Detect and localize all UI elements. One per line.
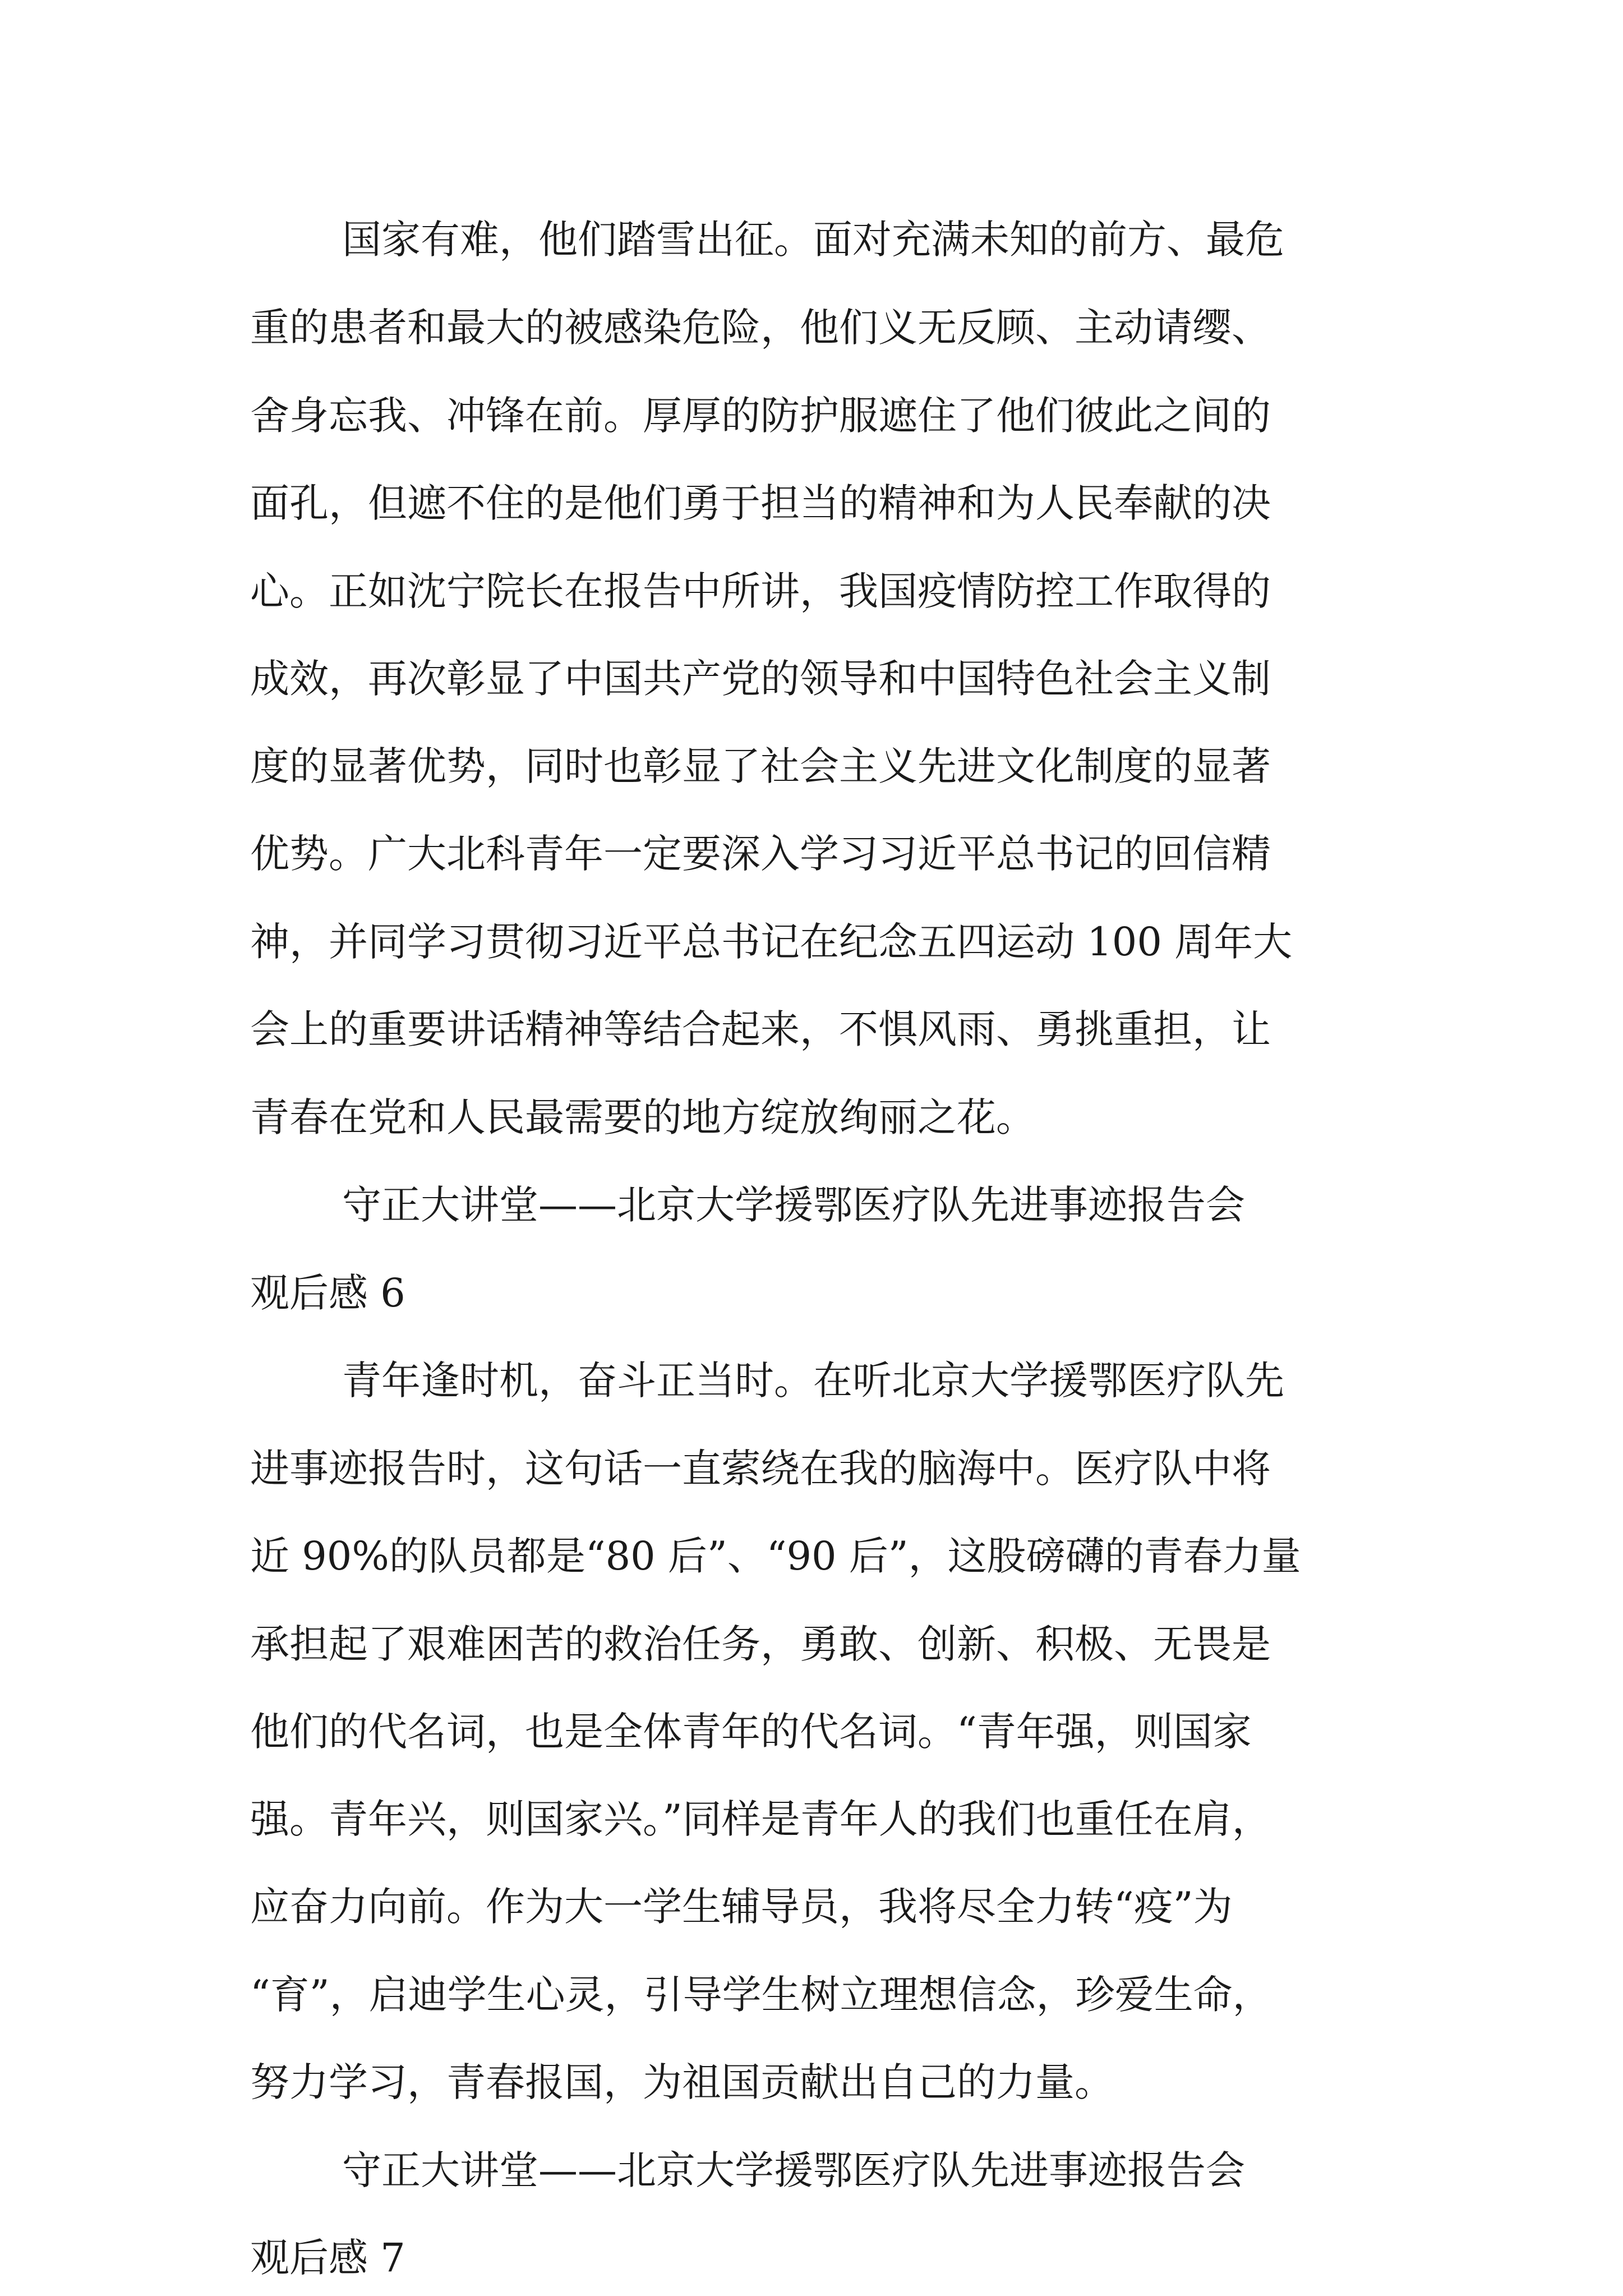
- heading-7-line-1: 守正大讲堂——北京大学援鄂医疗队先进事迹报告会: [342, 2147, 1245, 2194]
- paragraph-2-line-8: “育”，启迪学生心灵，引导学生树立理想信念，珍爱生命，: [250, 1972, 1272, 2018]
- paragraph-1-line-10: 会上的重要讲话精神等结合起来，不惧风雨、勇挑重担，让: [250, 1006, 1271, 1053]
- heading-6-line-1: 守正大讲堂——北京大学援鄂医疗队先进事迹报告会: [342, 1182, 1245, 1228]
- paragraph-2-line-3: 近 90%的队员都是“80 后”、“90 后”，这股磅礴的青春力量: [250, 1533, 1301, 1579]
- paragraph-1-line-7: 度的显著优势，同时也彰显了社会主义先进文化制度的显著: [250, 743, 1271, 790]
- paragraph-2-line-1: 青年逢时机，奋斗正当时。在听北京大学援鄂医疗队先: [342, 1357, 1284, 1404]
- paragraph-1-line-11: 青春在党和人民最需要的地方绽放绚丽之花。: [250, 1094, 1035, 1141]
- paragraph-2-line-6: 强。青年兴，则国家兴。”同样是青年人的我们也重任在肩，: [250, 1796, 1271, 1843]
- heading-6-line-2: 观后感 6: [250, 1269, 405, 1316]
- paragraph-1-line-8: 优势。广大北科青年一定要深入学习习近平总书记的回信精: [250, 831, 1271, 877]
- paragraph-2-line-5: 他们的代名词，也是全体青年的代名词。“青年强，则国家: [250, 1708, 1252, 1755]
- paragraph-2-line-2: 进事迹报告时，这句话一直萦绕在我的脑海中。医疗队中将: [250, 1445, 1271, 1492]
- paragraph-1-line-6: 成效，再次彰显了中国共产党的领导和中国特色社会主义制: [250, 655, 1271, 702]
- paragraph-1-line-9: 神，并同学习贯彻习近平总书记在纪念五四运动 100 周年大: [250, 919, 1293, 965]
- paragraph-2-line-9: 努力学习，青春报国，为祖国贡献出自己的力量。: [250, 2059, 1114, 2106]
- heading-7-line-2: 观后感 7: [250, 2235, 405, 2281]
- paragraph-1-line-2: 重的患者和最大的被感染危险，他们义无反顾、主动请缨、: [250, 304, 1271, 351]
- paragraph-2-line-7: 应奋力向前。作为大一学生辅导员，我将尽全力转“疫”为: [250, 1884, 1233, 1930]
- paragraph-1-line-4: 面孔，但遮不住的是他们勇于担当的精神和为人民奉献的决: [250, 480, 1271, 526]
- paragraph-2-line-4: 承担起了艰难困苦的救治任务，勇敢、创新、积极、无畏是: [250, 1621, 1271, 1667]
- paragraph-1-line-5: 心。正如沈宁院长在报告中所讲，我国疫情防控工作取得的: [250, 568, 1271, 614]
- paragraph-1-line-3: 舍身忘我、冲锋在前。厚厚的防护服遮住了他们彼此之间的: [250, 392, 1271, 439]
- paragraph-1-line-1: 国家有难，他们踏雪出征。面对充满未知的前方、最危: [342, 217, 1284, 263]
